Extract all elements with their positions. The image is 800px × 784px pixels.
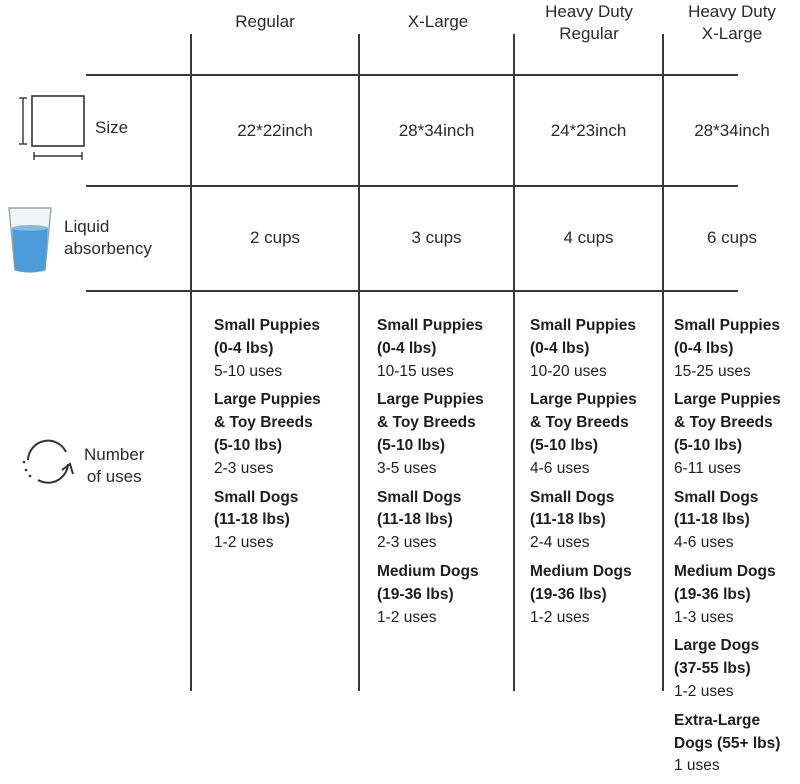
absorbency-value-regular: 2 cups — [249, 228, 301, 247]
uses-count: 4-6 uses — [674, 534, 734, 552]
dog-size-label: Small Puppies (0-4 lbs) — [214, 317, 320, 357]
uses-group — [214, 487, 358, 555]
uses-count: 1 uses — [674, 757, 720, 775]
uses-count: 2-3 uses — [214, 459, 274, 477]
uses-count: 10-15 uses — [377, 362, 454, 380]
uses-group — [214, 315, 358, 383]
uses-group — [530, 487, 662, 555]
uses-group — [530, 315, 662, 383]
dog-size-label: Medium Dogs (19-36 lbs) — [377, 562, 479, 603]
dog-size-label: Large Dogs (37-55 lbs) — [674, 637, 760, 678]
absorbency-value-heavy-duty-x-large: 6 cups — [706, 228, 758, 247]
uses-count: 5-10 uses — [214, 362, 283, 380]
column-header-heavy-duty-regular: Heavy Duty Regular — [545, 2, 633, 43]
dog-size-label: Large Puppies & Toy Breeds (5-10 lbs) — [674, 391, 781, 454]
uses-group — [377, 389, 511, 480]
uses-group — [674, 487, 800, 555]
uses-group — [214, 389, 358, 480]
cycle-arrow-icon — [16, 430, 80, 490]
uses-column-regular — [214, 315, 358, 561]
column-header-heavy-duty-x-large: Heavy Duty X-Large — [688, 2, 776, 43]
row-divider-1 — [86, 74, 738, 76]
dog-size-label: Small Dogs (11-18 lbs) — [530, 488, 615, 529]
row-label-size: Size — [95, 118, 129, 137]
dog-size-label: Small Dogs (11-18 lbs) — [377, 488, 462, 529]
dog-size-label: Medium Dogs (19-36 lbs) — [530, 562, 632, 603]
column-header-regular: Regular — [235, 12, 295, 31]
dog-size-label: Small Puppies (0-4 lbs) — [674, 317, 780, 357]
row-divider-2 — [86, 185, 738, 187]
dog-size-label: Extra-Large Dogs (55+ lbs) — [674, 711, 781, 752]
uses-count: 2-3 uses — [377, 534, 437, 552]
uses-count: 6-11 uses — [674, 459, 741, 477]
dog-size-label: Large Puppies & Toy Breeds (5-10 lbs) — [530, 391, 637, 454]
uses-group — [674, 389, 800, 480]
uses-count: 1-2 uses — [214, 534, 274, 552]
uses-column-heavy-duty-x-large — [674, 315, 800, 784]
square-size-icon — [12, 92, 92, 162]
uses-count: 4-6 uses — [530, 459, 590, 477]
uses-column-x-large — [377, 315, 511, 635]
size-value-regular: 22*22inch — [237, 121, 313, 140]
dog-size-label: Small Puppies (0-4 lbs) — [530, 317, 636, 357]
dog-size-label: Large Puppies & Toy Breeds (5-10 lbs) — [377, 391, 484, 454]
uses-column-heavy-duty-regular — [530, 315, 662, 635]
uses-count: 1-2 uses — [530, 608, 590, 626]
uses-group — [674, 561, 800, 629]
absorbency-value-x-large: 3 cups — [411, 228, 462, 247]
water-cup-icon — [6, 204, 54, 276]
row-divider-3 — [86, 290, 738, 292]
uses-group — [674, 635, 800, 703]
absorbency-value-heavy-duty-regular: 4 cups — [563, 228, 614, 247]
uses-count: 2-4 uses — [530, 534, 590, 552]
uses-group — [377, 561, 511, 629]
dog-size-label: Large Puppies & Toy Breeds (5-10 lbs) — [214, 391, 321, 454]
size-value-heavy-duty-x-large: 28*34inch — [694, 121, 770, 140]
dog-size-label: Small Puppies (0-4 lbs) — [377, 317, 483, 357]
column-header-x-large: X-Large — [407, 12, 469, 31]
uses-group — [530, 389, 662, 480]
uses-group — [674, 315, 800, 383]
uses-group — [530, 561, 662, 629]
uses-count: 3-5 uses — [377, 459, 437, 477]
dog-size-label: Medium Dogs (19-36 lbs) — [674, 562, 776, 603]
row-label-number-of-uses: Number of uses — [84, 445, 145, 486]
dog-size-label: Small Dogs (11-18 lbs) — [214, 488, 299, 529]
uses-count: 1-2 uses — [377, 608, 437, 626]
size-value-heavy-duty-regular: 24*23inch — [550, 121, 627, 140]
row-label-liquid-absorbency: Liquid absorbency — [64, 217, 152, 258]
dog-size-label: Small Dogs (11-18 lbs) — [674, 488, 759, 529]
uses-count: 1-2 uses — [674, 682, 734, 700]
uses-group — [674, 710, 800, 778]
uses-group — [377, 487, 511, 555]
uses-group — [377, 315, 511, 383]
uses-count: 10-20 uses — [530, 362, 607, 380]
uses-count: 15-25 uses — [674, 362, 751, 380]
uses-count: 1-3 uses — [674, 608, 734, 626]
size-value-x-large: 28*34inch — [398, 121, 475, 140]
